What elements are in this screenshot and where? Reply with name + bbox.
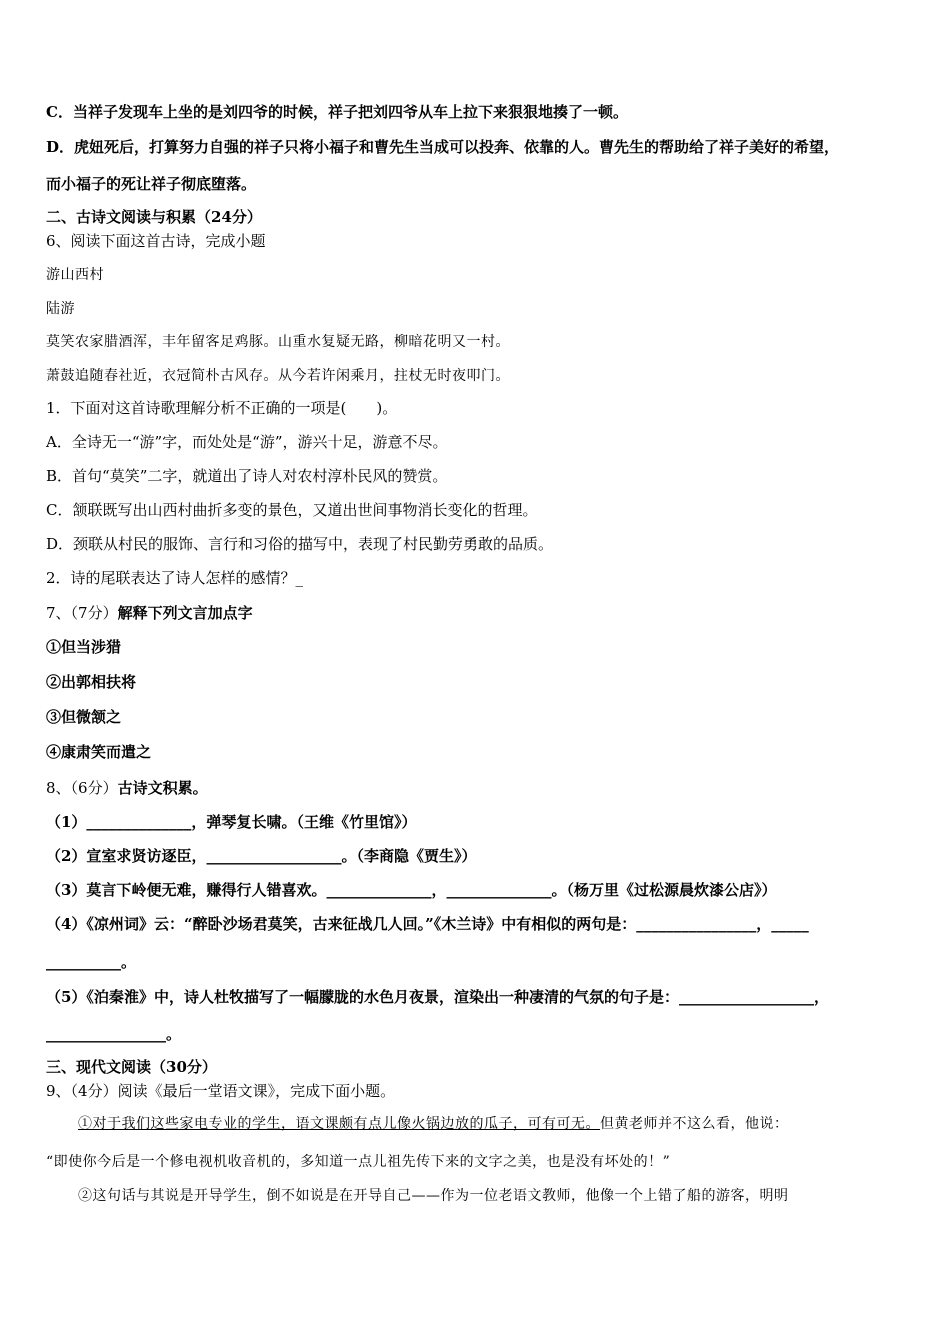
q6-option-b: B．首句“莫笑”二字，就道出了诗人对农村淳朴民风的赞赏。 (46, 467, 448, 485)
q7-item-3: ③但微颔之 (46, 708, 122, 726)
q7-prefix: 7、（7分） (46, 604, 118, 622)
q8-item-1: （1）______________，弹琴复长啸。（王维《竹里馆》） (46, 813, 417, 831)
q9-para2: ②这句话与其说是开导学生，倒不如说是在开导自己——作为一位老语文教师，他像一个上错了船的游客，明明 (78, 1188, 789, 1204)
section3-heading: 三、现代文阅读（30分） (46, 1058, 217, 1076)
q8-title: 古诗文积累。 (117, 779, 208, 797)
q6-option-c: C．颔联既写出山西村曲折多变的景色，又道出世间事物消长变化的哲理。 (46, 501, 538, 519)
section2-heading: 二、古诗文阅读与积累（24分） (46, 208, 262, 226)
q6-option-d: D．颈联从村民的服饰、言行和习俗的描写中，表现了村民勤劳勇敢的品质。 (46, 535, 554, 553)
q8-item-4-line2: __________。 (46, 953, 137, 971)
q9-prompt: 9、（4分）阅读《最后一堂语文课》，完成下面小题。 (46, 1082, 396, 1100)
q8-item-5-line1: （5）《泊秦淮》中，诗人杜牧描写了一幅朦胧的水色月夜景，渲染出一种凄清的气氛的句子是：__________________， (46, 988, 829, 1006)
q8-item-5-line2: ________________。 (46, 1025, 182, 1043)
q7-item-1: ①但当涉猎 (46, 638, 122, 656)
q9-para1-line2: “即使你今后是一个修电视机收音机的，多知道一点儿祖先传下来的文字之美，也是没有坏处的！” (46, 1154, 671, 1170)
q9-para1-underlined: ①对于我们这些家电专业的学生，语文课颇有点儿像火锅边放的瓜子，可有可无。 (78, 1116, 600, 1132)
q8-item-2: （2）宣室求贤访逐臣，__________________。（李商隐《贾生》） (46, 847, 477, 865)
poem-title: 游山西村 (46, 267, 104, 283)
q7-title: 解释下列文言加点字 (117, 604, 253, 622)
q6-prompt: 6、阅读下面这首古诗，完成小题 (46, 232, 266, 250)
q7-heading (46, 603, 253, 623)
q6-sub1: 1．下面对这首诗歌理解分析不正确的一项是( )。 (46, 399, 398, 417)
q5-option-d-line2: 而小福子的死让祥子彻底堕落。 (46, 175, 257, 193)
poem-author: 陆游 (46, 301, 75, 317)
q8-item-3: （3）莫言下岭便无难，赚得行人错喜欢。______________，______________。（杨万里《过松源晨炊漆公店》） (46, 881, 777, 899)
q8-heading (46, 778, 208, 798)
q9-para1-line1 (78, 1114, 789, 1134)
q5-option-c: C．当祥子发现车上坐的是刘四爷的时候，祥子把刘四爷从车上拉下来狠狠地揍了一顿。 (46, 103, 628, 121)
q8-item-4-line1: （4）《凉州词》云：“醉卧沙场君莫笑，古来征战几人回。”《木兰诗》中有相似的两句是：________________，_____ (46, 915, 809, 933)
poem-line-2: 萧鼓追随春社近，衣冠简朴古风存。从今若许闲乘月，拄杖无时夜叩门。 (46, 368, 510, 384)
q7-item-2: ②出郭相扶将 (46, 673, 137, 691)
q9-para1-rest: 但黄老师并不这么看，他说： (600, 1116, 789, 1132)
q7-item-4: ④康肃笑而遣之 (46, 743, 152, 761)
poem-line-1: 莫笑农家腊酒浑，丰年留客足鸡豚。山重水复疑无路，柳暗花明又一村。 (46, 334, 510, 350)
q6-option-a: A．全诗无一“游”字，而处处是“游”，游兴十足，游意不尽。 (46, 433, 448, 451)
q5-option-d-line1: D．虎妞死后，打算努力自强的祥子只将小福子和曹先生当成可以投奔、依靠的人。曹先生的帮助给了祥子美好的希望， (46, 138, 840, 156)
q6-sub2: 2．诗的尾联表达了诗人怎样的感情？_ (46, 569, 304, 587)
q8-prefix: 8、（6分） (46, 779, 118, 797)
